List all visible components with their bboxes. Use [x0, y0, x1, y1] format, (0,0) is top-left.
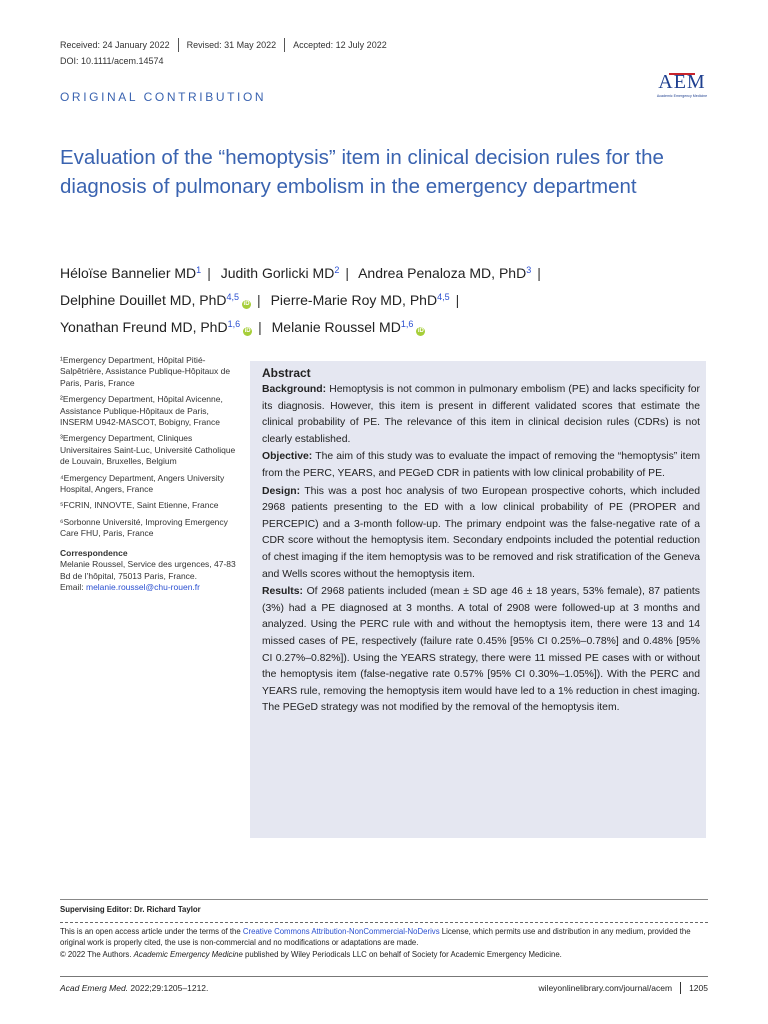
author[interactable]: Pierre-Marie Roy MD, PhD$^{4,5}$ — [270, 292, 450, 308]
abstract-objective: Objective: The aim of this study was to evaluate the impact of removing the “hemoptysis” item from the PERC, YEARS, and PEGeD CDR in patients with low clinical probability of PE. — [262, 451, 701, 479]
author-separator: | — [207, 265, 211, 281]
author-separator: | — [345, 265, 349, 281]
abstract-design: Design: This was a post hoc analysis of two European prospective cohorts, which included 2968 patients presenting to the ED with a low clinical probability of PE (PROPER and PERCEPIC) and a 3-month follow-up. The primary endpoint was the false-negative rate of a CDR score without the hemoptysis item. Secondary endpoints included the potential reduction of chest imaging if the item hemoptysis was to be removed and risk stratification of the Geneva and Wells scores without the hemoptysis item. — [262, 485, 700, 580]
aem-logo-icon — [652, 70, 712, 100]
divider — [680, 982, 681, 994]
article-dates — [60, 38, 387, 52]
article-title: Evaluation of the “hemoptysis” item in clinical decision rules for the diagnosis of pulmonary embolism in the emergency department — [60, 146, 664, 198]
author-list — [60, 258, 700, 339]
abstract-background: Background: Hemoptysis is not common in pulmonary embolism (PE) and lacks specificity for its diagnosis. However, this item is present in different validated scores that estimate the clinical probability of PE. The relevance of this item in clinical decision rules (CDRs) is not clearly established. — [262, 384, 700, 445]
footnote-rule — [60, 899, 708, 900]
correspondence-heading: Correspondence — [60, 547, 128, 558]
author-separator: | — [455, 292, 460, 308]
license-link[interactable]: Creative Commons Attribution-NonCommercial-NoDerivs — [242, 926, 440, 936]
affiliation: ⁶Sorbonne Université, Improving Emergency Care FHU, Paris, France — [60, 516, 228, 539]
orcid-icon[interactable]: iD — [243, 301, 250, 307]
author[interactable]: Delphine Douillet MD, PhD$^{4,5}$iD — [60, 292, 250, 308]
author-separator: | — [257, 292, 261, 308]
doi[interactable]: DOI: 10.1111/acem.14574 — [60, 56, 164, 66]
logo-subtext: Academic Emergency Medicine — [656, 94, 708, 98]
author[interactable]: Héloïse Bannelier $MD^1$ — [60, 265, 202, 281]
author[interactable]: Andrea Penaloza MD, PhD$^3$ — [358, 265, 532, 281]
author[interactable]: Melanie Roussel MD$^{1,6}$iD — [271, 319, 424, 335]
supervising-editor: Supervising Editor: Dr. Richard Taylor — [60, 905, 201, 914]
divider — [178, 38, 179, 52]
footer-rule — [60, 976, 708, 977]
author-separator: | — [537, 265, 541, 281]
license-text: This is an open access article under the terms of the Creative Commons Attribution-NonCommercial-NoDerivs License, which permits use and distribution in any medium, provided the original work is properly cited, the use is non-commercial and no modifications or adaptations are made. — [60, 926, 691, 947]
dashed-divider — [60, 922, 708, 923]
correspondence-address: Melanie Roussel, Service des urgences, 47-83 Bd de l’hôpital, 75013 Paris, France. — [60, 559, 236, 581]
accepted-date: Accepted: 12 July 2022 — [293, 40, 387, 50]
abstract — [262, 364, 700, 718]
citation: Acad Emerg Med. 2022;29:1205–1212. — [60, 983, 209, 993]
copyright-text: © 2022 The Authors. Academic Emergency Medicine published by Wiley Periodicals LLC on behalf of Society for Academic Emergency Medicine. — [60, 949, 562, 959]
abstract-results: Results: Of 2968 patients included (mean ± SD age 46 ± 18 years, 53% female), 87 patients (3%) had a PE diagnosed at 3 months. A total of 2908 were followed-up at 3 months and analyzed. Using the PERC rule with and without the hemoptysis item, there were 13 and 14 missed cases of PE, respectively (failure rate 0.45% [95% CI 0.25%–0.78%] and 0.48% [95% CI 0.27%–0.82%]). Using the YEARS strategy, there were 11 missed PE cases with or without the hemoptysis item (false-negative rate 0.57% [95% CI 0.30%–1.05%]). With the PERC and YEARS rule, removing the hemoptysis item would have led to a 1% reduction in chest imaging. The PEGeD strategy was not modified by the removal of the hemoptysis item. — [262, 586, 700, 714]
orcid-icon[interactable]: iD — [244, 328, 251, 334]
abstract-heading: Abstract — [262, 366, 311, 380]
affiliation: ⁴Emergency Department, Angers University Hospital, Angers, France — [60, 472, 225, 495]
affiliation: ³Emergency Department, Cliniques Universitaires Saint-Luc, Université Catholique de Louvain, Bruxelles, Belgium — [60, 433, 236, 467]
affiliations — [60, 355, 238, 593]
footnotes — [60, 899, 708, 960]
received-date: Received: 24 January 2022 — [60, 40, 170, 50]
logo-text: AEM — [658, 71, 706, 93]
page-number: 1205 — [689, 983, 708, 993]
page-footer — [60, 976, 708, 994]
affiliation: ²Emergency Department, Hôpital Avicenne, Assistance Publique-Hôpitaux de Paris, INSERM U942-MASCOT, Bobigny, France — [60, 394, 223, 428]
affiliation: ⁵FCRIN, INNOVTE, Saint Etienne, France — [60, 500, 219, 511]
correspondence-email-line: Email: melanie.roussel@chu-rouen.fr — [60, 581, 200, 592]
affiliation: ¹Emergency Department, Hôpital Pitié-Salpêtrière, Assistance Publique-Hôpitaux de Paris, Paris, France — [60, 355, 231, 388]
author[interactable]: Judith Gorlicki $MD^2$ — [220, 265, 340, 281]
section-label: ORIGINAL CONTRIBUTION — [60, 90, 267, 104]
divider — [284, 38, 285, 52]
email-link[interactable]: melanie.roussel@chu-rouen.fr — [85, 581, 200, 592]
author-separator: | — [258, 319, 262, 335]
orcid-icon[interactable]: iD — [417, 328, 424, 334]
journal-logo — [652, 70, 712, 100]
revised-date: Revised: 31 May 2022 — [186, 40, 277, 50]
author[interactable]: Yonathan Freund MD, PhD$^{1,6}$iD — [60, 319, 251, 335]
journal-url[interactable]: wileyonlinelibrary.com/journal/acem — [538, 983, 673, 993]
